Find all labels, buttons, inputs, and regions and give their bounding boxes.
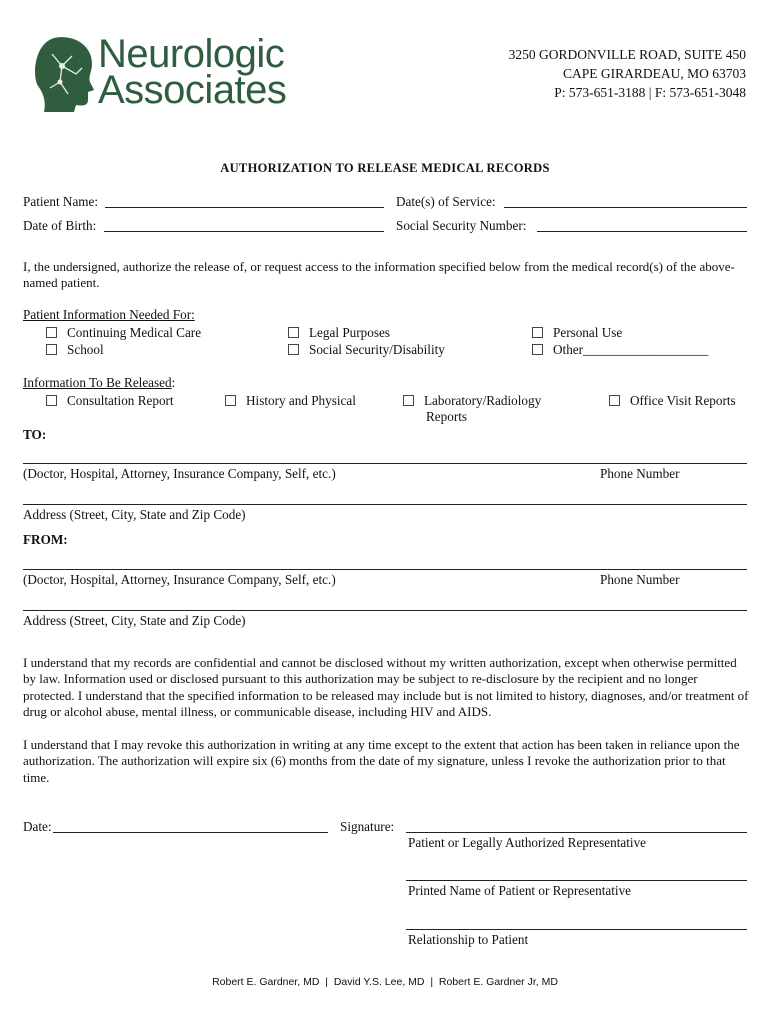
to-address-label: Address (Street, City, State and Zip Code) <box>23 507 246 522</box>
signature-label: Signature: <box>340 819 395 834</box>
to-who-label: (Doctor, Hospital, Attorney, Insurance Company, Self, etc.) <box>23 466 336 481</box>
checkbox[interactable] <box>609 395 620 406</box>
printed-name-label: Printed Name of Patient or Representative <box>408 883 632 898</box>
patient-name-label: Patient Name: <box>23 194 99 209</box>
from-address-field[interactable] <box>23 610 747 611</box>
ssn-field[interactable] <box>537 231 747 232</box>
needed-option-other[interactable]: Other___________________ <box>532 342 708 358</box>
from-address-label: Address (Street, City, State and Zip Code) <box>23 613 246 628</box>
to-phone-label: Phone Number <box>600 466 680 481</box>
patient-name-field[interactable] <box>105 207 384 208</box>
date-field[interactable] <box>53 832 328 833</box>
needed-option-personal[interactable]: Personal Use <box>532 325 622 341</box>
address-line-2: CAPE GIRARDEAU, MO 63703 <box>562 66 746 81</box>
confidentiality-paragraph: I understand that my records are confidential and cannot be disclosed without my written authorization, except when otherwise permitted by law. Information used or disclosed pursuant to this authorization may be subject to re-disclosure by the recipient and no longer protected. I understand that the specified information to be released may include but is not limited to history, diagnoses, and/or treatment of drug or alcohol abuse, mental illness, or communicable disease, including HIV and AIDS. <box>23 655 749 719</box>
address-line-3: P: 573-651-3188 | F: 573-651-3048 <box>554 85 746 100</box>
dates-of-service-label: Date(s) of Service: <box>396 194 496 209</box>
checkbox[interactable] <box>46 327 57 338</box>
needed-option-continuing-care[interactable]: Continuing Medical Care <box>46 325 201 341</box>
practice-address <box>509 45 746 102</box>
from-who-label: (Doctor, Hospital, Attorney, Insurance Company, Self, etc.) <box>23 572 336 587</box>
from-phone-label: Phone Number <box>600 572 680 587</box>
form-title: AUTHORIZATION TO RELEASE MEDICAL RECORDS <box>220 161 550 175</box>
dates-of-service-field[interactable] <box>504 207 747 208</box>
needed-option-ssd[interactable]: Social Security/Disability <box>288 342 445 358</box>
ssn-label: Social Security Number: <box>396 218 527 233</box>
relationship-field[interactable] <box>406 929 747 930</box>
checkbox[interactable] <box>225 395 236 406</box>
from-heading: FROM: <box>23 532 68 547</box>
released-option-consultation[interactable]: Consultation Report <box>46 393 174 409</box>
needed-option-legal[interactable]: Legal Purposes <box>288 325 390 341</box>
checkbox[interactable] <box>403 395 414 406</box>
signature-field[interactable] <box>406 832 747 833</box>
address-line-1: 3250 GORDONVILLE ROAD, SUITE 450 <box>508 47 746 62</box>
revocation-paragraph: I understand that I may revoke this authorization in writing at any time except to the extent that action has been taken in reliance upon the authorization. The authorization will expire six (6) months from the date of my signature, unless I revoke the authorization prior to that time. <box>23 737 740 785</box>
physicians-footer: Robert E. Gardner, MD | David Y.S. Lee, MD | Robert E. Gardner Jr, MD <box>212 976 558 988</box>
logo-line-2: Associates <box>98 68 287 112</box>
needed-option-school[interactable]: School <box>46 342 104 358</box>
head-silhouette-icon <box>32 36 98 112</box>
released-heading: Information To Be Released: <box>23 375 176 390</box>
dob-label: Date of Birth: <box>23 218 97 233</box>
checkbox[interactable] <box>532 344 543 355</box>
checkbox[interactable] <box>288 327 299 338</box>
checkbox[interactable] <box>532 327 543 338</box>
to-address-field[interactable] <box>23 504 747 505</box>
relationship-label: Relationship to Patient <box>408 932 529 947</box>
logo-wordmark <box>98 32 287 112</box>
to-heading: TO: <box>23 427 47 442</box>
dob-field[interactable] <box>104 231 384 232</box>
needed-heading: Patient Information Needed For: <box>23 307 195 322</box>
logo-line-1: Neurologic <box>98 32 285 76</box>
released-option-lab-line2: Reports <box>426 409 468 424</box>
checkbox[interactable] <box>46 395 57 406</box>
logo <box>32 32 302 112</box>
released-option-office[interactable]: Office Visit Reports <box>609 393 736 409</box>
printed-name-field[interactable] <box>406 880 747 881</box>
checkbox[interactable] <box>46 344 57 355</box>
to-recipient-field[interactable] <box>23 463 747 464</box>
date-label: Date: <box>23 819 52 834</box>
representative-label: Patient or Legally Authorized Representative <box>408 835 647 850</box>
released-option-lab[interactable]: Laboratory/Radiology <box>403 393 541 409</box>
intro-text: I, the undersigned, authorize the release of, or request access to the information specified below from the medical record(s) of the above-named patient. <box>23 259 735 291</box>
released-option-history[interactable]: History and Physical <box>225 393 356 409</box>
checkbox[interactable] <box>288 344 299 355</box>
from-sender-field[interactable] <box>23 569 747 570</box>
